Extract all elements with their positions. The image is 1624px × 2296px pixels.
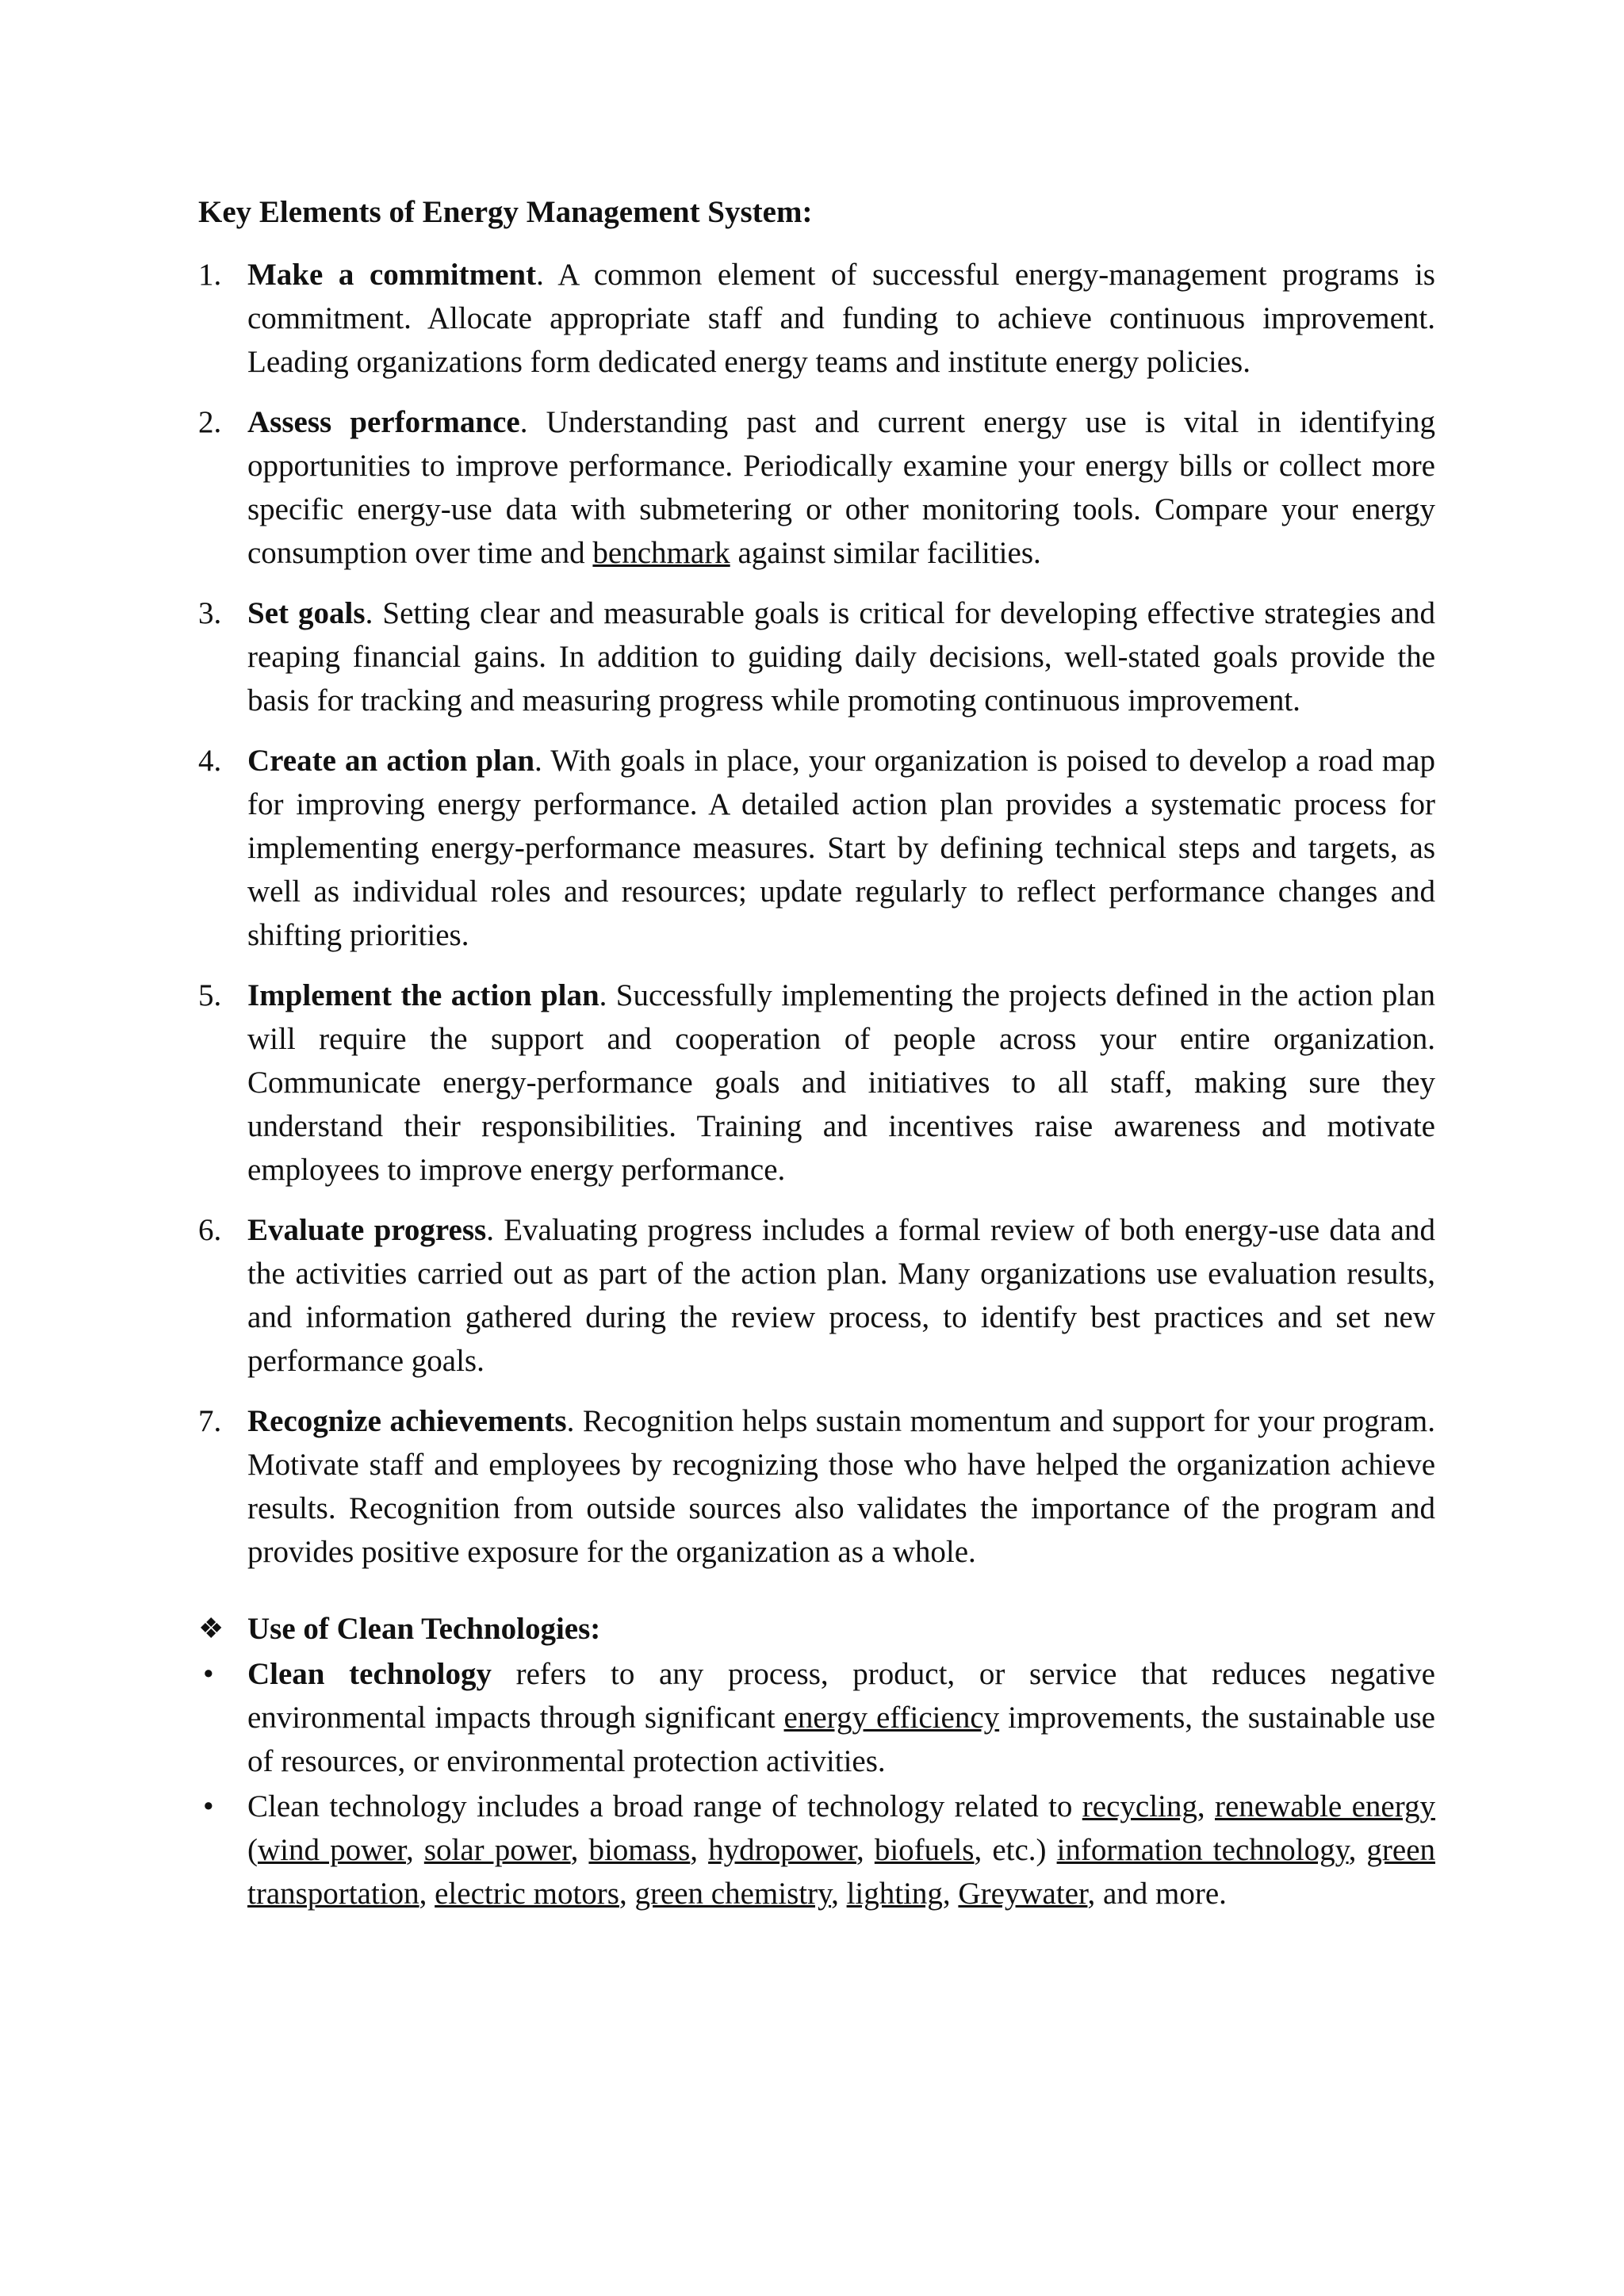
- separator: ,: [419, 1877, 435, 1911]
- bullet-icon: •: [203, 1657, 214, 1691]
- biomass-link[interactable]: biomass: [588, 1833, 691, 1867]
- item-heading: Implement the action plan: [247, 978, 599, 1012]
- item-text: . A common element of successful energy-management programs is commitment. Allocate appropriate staff and funding to achieve continuous improvement. Leading organizations form dedicated energy teams and institute energy policies.: [247, 258, 1435, 379]
- separator: ,: [405, 1833, 424, 1867]
- energy-efficiency-link[interactable]: energy efficiency: [783, 1701, 1000, 1735]
- bullet-text: Clean technology includes a broad range of technology related to: [247, 1789, 1082, 1823]
- page-title: Key Elements of Energy Management System:: [198, 195, 813, 229]
- item-text: . With goals in place, your organization is poised to develop a road map for improving energy performance. A detailed action plan provides a systematic process for implementing energy-performance measures. Start by defining technical steps and targets, as well as individual roles and resources; update regularly to reflect performance changes and shifting priorities.: [247, 744, 1435, 952]
- bullet-text: improvements, the sustainable use of resources, or environmental protection activities.: [247, 1701, 1435, 1778]
- bullet-item: [198, 1785, 1435, 1915]
- lighting-link[interactable]: lighting: [846, 1877, 943, 1911]
- separator: ,: [856, 1833, 875, 1867]
- clean-tech-heading: [198, 1607, 1435, 1651]
- bullet-item: [198, 1652, 1435, 1783]
- item-heading: Evaluate progress: [247, 1213, 487, 1247]
- list-item: [198, 1208, 1435, 1383]
- list-item: [198, 591, 1435, 722]
- item-text: . Successfully implementing the projects defined in the action plan will require the support and cooperation of people across your entire organization. Communicate energy-performance goals and initiatives to all staff, making sure they understand their responsibilities. Training and incentives raise awareness and motivate employees to improve energy performance.: [247, 978, 1436, 1187]
- item-heading: Make a commitment: [247, 258, 537, 292]
- list-item: [198, 974, 1435, 1192]
- item-text: . Evaluating progress includes a formal review of both energy-use data and the activities carried out as part of the action plan. Many organizations use evaluation results, and information gathered during the review process, to identify best practices and set new performance goals.: [247, 1213, 1435, 1378]
- bullet-text: refers to any process, product, or service that reduces negative environmental impacts through significant: [247, 1657, 1435, 1735]
- separator: (: [247, 1833, 258, 1867]
- diamond-bullet-icon: ❖: [198, 1613, 224, 1644]
- information-technology-link[interactable]: information technology: [1056, 1833, 1349, 1867]
- list-number: 6.: [198, 1213, 222, 1247]
- item-text: . Recognition helps sustain momentum and support for your program. Motivate staff and employees by recognizing those who have helped the organization achieve results. Recognition from outside sources also validates the importance of the program and provides positive exposure for the organization as a whole.: [247, 1404, 1436, 1569]
- section-heading-text: Use of Clean Technologies:: [247, 1612, 601, 1646]
- item-text: . Understanding past and current energy use is vital in identifying opportunities to improve performance. Periodically examine your energy bills or collect more specific energy-use data with submetering or other monitoring tools. Compare your energy consumption over time and: [247, 405, 1435, 570]
- term-bold: Clean technology: [247, 1657, 492, 1691]
- list-number: 5.: [198, 978, 222, 1012]
- list-number: 7.: [198, 1404, 222, 1438]
- separator: ,: [1348, 1833, 1367, 1867]
- item-text: . Setting clear and measurable goals is critical for developing effective strategies and reaping financial gains. In addition to guiding daily decisions, well-stated goals provide the basis for tracking and measuring progress while promoting continuous improvement.: [247, 596, 1435, 718]
- solar-power-link[interactable]: solar power: [423, 1833, 571, 1867]
- list-item: [198, 1399, 1435, 1574]
- item-heading: Recognize achievements: [247, 1404, 567, 1438]
- list-number: 3.: [198, 596, 222, 630]
- separator: ,: [619, 1877, 635, 1911]
- item-heading: Set goals: [247, 596, 366, 630]
- separator: ,: [1197, 1789, 1215, 1823]
- key-elements-list: [198, 253, 1435, 1574]
- hydropower-link[interactable]: hydropower: [708, 1833, 856, 1867]
- green-transportation-link[interactable]: green transportation: [247, 1833, 1435, 1911]
- biofuels-link[interactable]: biofuels: [874, 1833, 975, 1867]
- document-page: [198, 190, 1435, 1917]
- list-number: 4.: [198, 744, 222, 778]
- separator: ,: [570, 1833, 589, 1867]
- bullet-text: , and more.: [1087, 1877, 1227, 1911]
- item-heading: Create an action plan: [247, 744, 535, 778]
- list-item: [198, 253, 1435, 384]
- list-number: 1.: [198, 258, 222, 292]
- wind-power-link[interactable]: wind power: [258, 1833, 406, 1867]
- recycling-link[interactable]: recycling: [1082, 1789, 1197, 1823]
- list-item: [198, 400, 1435, 575]
- item-heading: Assess performance: [247, 405, 520, 439]
- green-chemistry-link[interactable]: green chemistry: [634, 1877, 832, 1911]
- electric-motors-link[interactable]: electric motors: [435, 1877, 619, 1911]
- list-number: 2.: [198, 405, 222, 439]
- separator: ,: [831, 1877, 847, 1911]
- separator: , etc.): [974, 1833, 1057, 1867]
- benchmark-link[interactable]: benchmark: [592, 536, 730, 570]
- separator: ,: [690, 1833, 709, 1867]
- renewable-energy-link[interactable]: renewable energy: [1215, 1789, 1435, 1823]
- clean-tech-list: [198, 1652, 1435, 1915]
- list-item: [198, 739, 1435, 957]
- greywater-link[interactable]: Greywater: [958, 1877, 1088, 1911]
- bullet-icon: •: [203, 1789, 214, 1823]
- separator: ,: [942, 1877, 959, 1911]
- item-text: against similar facilities.: [730, 536, 1041, 570]
